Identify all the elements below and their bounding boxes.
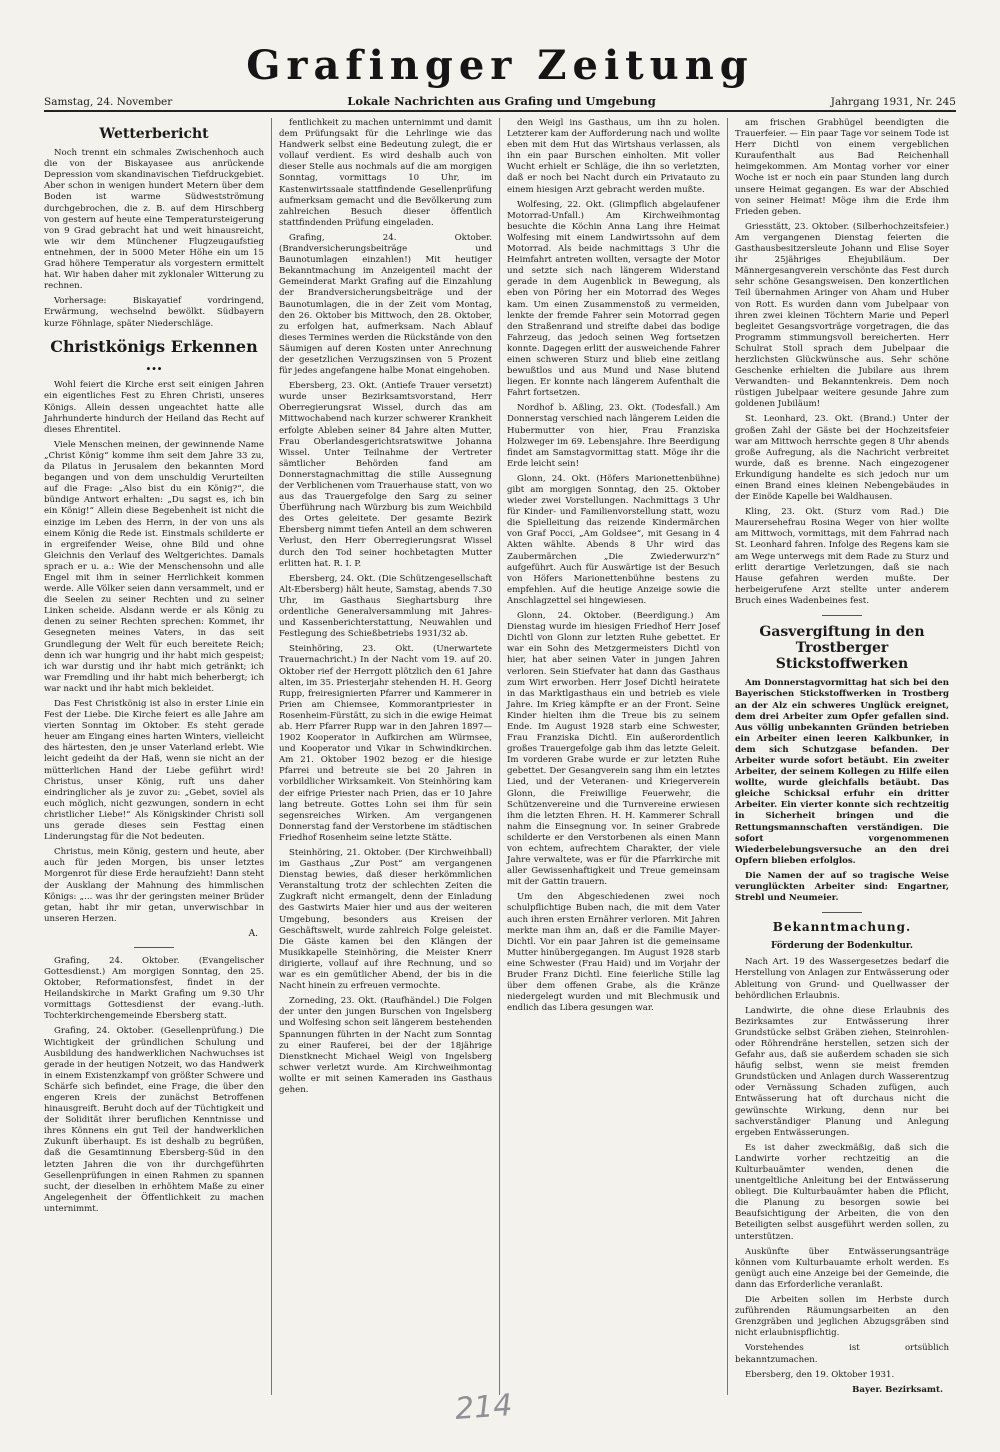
handwritten-page-number: 214: [453, 1388, 514, 1427]
news-item: Ebersberg, 23. Okt. (Antiefe Trauer versetzt) wurde unser Bezirksamtsvorstand, Herr Oberregierungsrat Wissel, durch das am Mittwochabend nach kurzer schwerer Krankheit erfolgte Ableben seiner 84 Jahre alten Mutter, Frau Oberlandesgerichtsratswitwe Johanna Wissel. Unter Teilnahme der Vertreter sämtlicher Behörden fand am Donnerstagnachmittag die stille Aussegnung der Verblichenen vom Trauerhause statt, von wo aus das Trauergefolge den Sarg zu seiner Überführung nach Würzburg bis zum Weichbild des Ortes geleitete. Der gesamte Bezirk Ebersberg nimmt tiefen Anteil an dem schweren Verlust, den Herr Oberregierungsrat Wissel durch den Tod seiner hochbetagten Mutter erlitten hat. R. I. P.: [279, 381, 492, 569]
announcement-paragraph: Landwirte, die ohne diese Erlaubnis des Bezirksamtes zur Entwässerung ihrer Grundstücke selbst Gräben ziehen, Steinrohlen- oder Röhrendräne herstellen, setzen sich der Gefahr aus, daß sie außerdem schaden sie sich häufig selbst, wenn sie meist fremden Grundstücken und Anlagen durch Wasserentzug oder Vernässung Schaden zufügen, auch Entwässerung hat oft durchaus nicht die gewünschte Wirkung, denn nur bei sachverständiger Planung und Anlegung ergeben Entwässerungen.: [735, 1005, 949, 1138]
news-item: Nordhof b. Aßling, 23. Okt. (Todesfall.) Am Donnerstag verschied nach längerem Leiden die Hubermutter von hier, Frau Franziska Holzweger im 69. Lebensjahre. Ihre Beerdigung findet am Samstagvormittag statt. Möge ihr die Erde leicht sein!: [507, 403, 720, 469]
news-item: Grafing, 24. Oktober. (Brandversicherungsbeiträge und Baunotumlagen einzahlen!) Mit heutiger Bekanntmachung im Anzeigenteil macht der Gemeinderat Markt Grafing auf die Einzahlung der Brandversicherungsbeiträge und der Baunotumlagen, die in der Zeit vom Montag, den 26. Oktober bis Mittwoch, den 28. Oktober, zu erfolgen hat, aufmerksam. Nach Ablauf dieses Termines werden die Rückstände von den Säumigen auf deren Kosten unter Anrechnung der gesetzlichen Verzugszinsen von 5 Prozent für jedes angefangene halbe Monat eingehoben.: [279, 232, 492, 377]
masthead-info-bar: [44, 94, 956, 112]
news-item: Zorneding, 23. Okt. (Raufhändel.) Die Folgen der unter den jungen Burschen von Ingelsberg und Wolfesing schon seit längerem bestehenden Spannungen führten in der Nacht zum Sonntag zu einer Rauferei, bei der der 18jährige Dienstknecht Michael Weigl von Ingelsberg schwer verletzt wurde. Am Kirchweihmontag wollte er mit seinen Kameraden ins Gasthaus gehen.: [279, 996, 492, 1095]
news-item: am frischen Grabhügel beendigten die Trauerfeier. — Ein paar Tage vor seinem Tode ist Herr Dichtl von einem vergeblichen Kuraufenthalt aus Bad Reichenhall heimgekommen. Am Montag vorher vor einer Woche ist er noch ein paar Stunden lang durch unsere Heimat gegangen. Es war der Abschied von seiner Heimat! Möge ihm die Erde ihm Frieden geben.: [735, 118, 949, 217]
news-item: Grafing, 24. Oktober. (Gesellenprüfung.) Die Wichtigkeit der gründlichen Schulung und Ausbildung des handwerklichen Nachwuchses ist gerade in der heutigen Notzeit, wo das Handwerk in einem Existenzkampf von größter Schwere und Schärfe sich befindet, eine Frage, die über den engeren Kreis der zunächst Betroffenen hinausgreift. Beruht doch auf der Tüchtigkeit und der Solidität ihrer beruflichen Kenntnisse und ihres Könnens ein gut Teil der handwerklichen Zukunft überhaupt. Es ist deshalb zu begrüßen, daß die Gesamtinnung Ebersberg-Süd in den letzten Jahren die von ihr durchgeführten Gesellenprüfungen in einen Rahmen zu spannen sucht, der dieselben in erhöhtem Maße zu einer Angelegenheit der Öffentlichkeit zu machen unternimmt.: [44, 1026, 264, 1214]
christkoenig-paragraph: Wohl feiert die Kirche erst seit einigen Jahren ein eigentliches Fest zu Ehren Christi, unseres Königs. Allein dessen ungeachtet hatte alle Jahrhunderte hindurch der Heiland das Recht auf dieses Ehrentitel.: [44, 380, 264, 435]
announcement-headline: Bekanntmachung.: [772, 920, 912, 935]
issue-volume: Jahrgang 1931, Nr. 245: [830, 96, 956, 108]
christkoenig-paragraph: Viele Menschen meinen, der gewinnende Name „Christ König“ komme ihm seit dem Jahre 33 zu, da Pilatus in Jerusalem den bekannten Mord begangen und von dem unschuldig Verurteilten auf die Frage: „Also bist du ein König?“, die bündige Antwort erhalten: „Du sagst es, ich bin ein König!“ Allein diese Begebenheit ist nicht die einzige im Leben des Herrn, in der von uns als einem König die Rede ist. Einstmals schilderte er in ergreifender Weise, ohne Bild und ohne Gleichnis den Verlauf des Weltgerichtes. Damals sprach er u. a.: Wie der Menschensohn und alle Engel mit ihm in seiner Herrlichkeit kommen werde. Alle Völker seien dann versammelt, und er die Seelen zu seiner Rechten und zu seiner Linken scheide. Alsdann werde er als König zu denen zu seiner Rechten sprechen: Kommet, ihr Gesegneten meines Vaters, in das seit Grundlegung der Welt für euch bereitete Reich; denn ich war hungrig und ihr habt mich gespeist; ich war durstig und ihr habt mich getränkt; ich war Fremdling und ihr habt mich beherbergt; ich war nackt und ihr habt mich bekleidet.: [44, 439, 264, 694]
gas-poisoning-headline: Gasvergiftung in den Trostberger Stickstoffwerken: [759, 624, 925, 673]
news-item: Steinhöring, 23. Okt. (Unerwartete Trauernachricht.) In der Nacht vom 19. auf 20. Oktober rief der Herrgott plötzlich den 61 Jahre alten, im 35. Priesterjahr stehenden H. H. Georg Rupp, freiresignierten Pfarrer und Kammerer in Prien am Chiemsee, Kommorantpriester in Rosenheim-Fürstätt, zu sich in die ewige Heimat ab. Herr Pfarrer Rupp war in den Jahren 1897—1902 Kooperator in Aufkirchen am Würmsee, und Kooperator und Vikar in Schwindkirchen. Am 21. Oktober 1902 bezog er die hiesige Pfarrei und betreute sie bei 20 Jahren in vorbildlicher Wirksamkeit. Von Steinhöring kam der eifrige Priester nach Prien, das er 10 Jahre lang betreute. Gottes Lohn sei ihm für sein segensreiches Wirken. Am vergangenen Donnerstag fand der Verstorbene im städtischen Friedhof Rosenheim seine letzte Stätte.: [279, 644, 492, 843]
news-item: fentlichkeit zu machen unternimmt und damit dem Prüfungsakt für die Lehrlinge wie das Handwerk selbst eine Bedeutung zulegt, die er vollauf verdient. Es wird deshalb auch von dieser Stelle aus nochmals auf die am morgigen Sonntag, vormittags 10 Uhr, im Kastenwirtssaale stattfindende Gesellenprüfung aufmerksam gemacht und die Bevölkerung zum zahlreichen Besuch dieser öffentlich stattfindenden Prüfung eingeladen.: [279, 118, 492, 228]
news-item: Um den Abgeschiedenen zwei noch schulpflichtige Buben nach, die mit dem Vater auch ihren ersten Ernährer verloren. Mit Jahren merkte man ihm an, daß er die Familie Mayer-Dichtl. Vor ein paar Jahren ist die gemeinsame Mutter hinübergegangen. Im August 1928 starb eine Schwester (Frau Haid) und im Vorjahr der Bruder Franz Dichtl. Eine feierliche Stille lag über dem offenen Grabe, als die Kränze niedergelegt wurden und mit Blechmusik und endlich das Libera gesungen war.: [507, 892, 720, 1014]
announcement-subheadline: Förderung der Bodenkultur.: [771, 940, 913, 951]
news-item: Griesstätt, 23. Oktober. (Silberhochzeitsfeier.) Am vergangenen Dienstag feierten die Gasthausbesitzersleute Johann und Elise Soyer ihr 25jähriges Ehejubiläum. Der Männergesangverein verschönte das Fest durch sehr schöne Gesangsweisen. Den konzertlichen Teil übernahmen Aringer von Aham und Huber von Rott. Es wurden dann vom Jubelpaar von ihren zwei kleinen Töchtern Marie und Peperl begleitet Gesangsvorträge vorgetragen, die das Programm stimmungsvoll bereicherten. Herr Schulrat Stoll sprach dem Jubelpaar die herzlichsten Glückwünsche aus. Sehr schöne Geschenke erhielten die Jubilare aus ihrem Verwandten- und Bekanntenkreis. Dem noch rüstigen Jubelpaar weitere gesunde Jahre zum goldenen Jubiläum!: [735, 221, 949, 410]
announcement-paragraph: Nach Art. 19 des Wassergesetzes bedarf die Herstellung von Anlagen zur Entwässerung oder Ableitung von Grund- und Quellwasser der behördlichen Erlaubnis.: [735, 957, 949, 1001]
gas-poisoning-names: Die Namen der auf so tragische Weise verunglückten Arbeiter sind: Engartner, Strebl und Neumeier.: [735, 870, 949, 904]
issue-date: Samstag, 24. November: [44, 96, 173, 108]
news-item: Glonn, 24. Oktober. (Beerdigung.) Am Dienstag wurde im hiesigen Friedhof Herr Josef Dichtl von Glonn zur letzten Ruhe gebettet. Er war ein Sohn des Metzgermeisters Dichtl von hier, hat aber seinen Vater in jungen Jahren verloren. Sein Stiefvater hat dann das Gasthaus zum Wirt erworben. Herr Josef Dichtl heiratete in das Marktlgasthaus ein und betrieb es viele Jahre. Im Krieg kämpfte er an der Front. Seine Kinder hielten ihm die Treue bis zu seinem Ende. Im August 1928 starb eine Schwester, Frau Franziska Dichtl. Ein außerordentlich großes Trauergefolge gab ihm das letzte Geleit. Im vorderen Grabe wurde er zur letzten Ruhe gebettet. Der Gesangverein sang ihm ein letztes Lied, und der Veteranen- und Kriegerverein Glonn, die Freiwillige Feuerwehr, die Schützenvereine und die Turnvereine erwiesen ihm die letzten Ehren. H. H. Kammerer Schrall nahm die Einsegnung vor. In seiner Grabrede schilderte er den Verstorbenen als einen Mann von echtem, aufrechtem Charakter, der viele Jahre verwaltete, was er für die Pfarrkirche mit aller Gewissenhaftigkeit und Treue gemeinsam mit der Gattin trauern.: [507, 611, 720, 888]
column-2: [272, 118, 500, 1395]
announcement-paragraph: Vorstehendes ist ortsüblich bekanntzumachen.: [735, 1343, 949, 1365]
newspaper-title: Grafinger Zeitung: [246, 42, 754, 89]
weather-headline: Wetterbericht: [99, 126, 209, 142]
christkoenig-headline: Christkönigs Erkennen ...: [50, 336, 258, 374]
column-1: [44, 118, 272, 1395]
news-item: Grafing, 24. Oktober. (Evangelischer Gottesdienst.) Am morgigen Sonntag, den 25. Oktober, Reformationsfest, findet in der Heilandskirche in Markt Grafing um 9.30 Uhr vormittags Gottesdienst der evang.-luth. Tochterkirchengemeinde Ebersberg statt.: [44, 955, 264, 1022]
column-4: [728, 118, 956, 1395]
column-3: [500, 118, 728, 1395]
newspaper-subtitle: Lokale Nachrichten aus Grafing und Umgebung: [347, 94, 656, 108]
announcement-paragraph: Es ist daher zweckmäßig, daß sich die Landwirte vorher rechtzeitig an die Kulturbauämter wenden, denen die unentgeltliche Anleitung bei der Entwässerung obliegt. Die Kulturbauämter haben die Pflicht, die Planung zu besorgen sowie bei Beaufsichtigung der Arbeiten, die von den Beteiligten selbst ausgeführt werden sollen, zu unterstützen.: [735, 1142, 949, 1242]
news-item: St. Leonhard, 23. Okt. (Brand.) Unter der großen Zahl der Gäste bei der Hochzeitsfeier war am Mittwoch herrschte gegen 8 Uhr abends große Aufregung, als die Nachricht verbreitet wurde, daß es brenne. Nach eingezogener Erkundigung handelte es sich jedoch nur um einen Brand eines kleinen Nebengebäudes in der Einöde Kapelle bei Waldhausen.: [735, 414, 949, 503]
article-signature: A.: [248, 928, 258, 939]
weather-forecast: Vorhersage: Biskayatief vordringend, Erwärmung, wechselnd bewölkt. Südbayern kurze Föhnlage, später Niederschläge.: [44, 296, 264, 329]
news-item: den Weigl ins Gasthaus, um ihn zu holen. Letzterer kam der Aufforderung nach und wollte eben mit dem Hut das Wirtshaus verlassen, als ihn ein paar Burschen einholten. Mit voller Wucht erhielt er Schläge, die ihn so verletzten, daß er noch bei Nacht durch ein Privatauto zu einem hiesigen Arzt gebracht werden mußte.: [507, 118, 720, 195]
christkoenig-paragraph: Das Fest Christkönig ist also in erster Linie ein Fest der Liebe. Die Kirche feiert es alle Jahre am vierten Sonntag im Oktober. Es steht gerade heuer am Eingang eines harten Winters, vielleicht des härtesten, den je unser Vaterland erlebt. Wie leicht gedeiht da der Haß, wenn sie nicht an der mütterlichen Hand der Liebe geführt wird! Christus, unser König, ruft uns daher eindringlicher als je zuvor zu: „Gebet, soviel als euch möglich, nicht gezwungen, sondern in echt christlicher Liebe!“ Als Königskinder Christi soll uns gerade dieses sein Festtag einen Linderungstag für die Not bedeuten.: [44, 699, 264, 843]
news-item: Steinhöring, 21. Oktober. (Der Kirchweihball) im Gasthaus „Zur Post“ am vergangenen Dienstag bewies, daß dieser herkömmlichen Veranstaltung trotz der schlechten Zeiten die Zugkraft nicht ermangelt, denn der Einladung des Gastwirts Maier hier und aus der weiteren Umgebung, besonders aus Kreisen der Geschäftswelt, wurde zahlreich Folge geleistet. Die Gäste kamen bei den Klängen der Musikkapelle Steinhöring, die Meister Knerr dirigierte, vollauf auf ihre Rechnung, und so war es ein gemütlicher Abend, der bis in die Nacht hinein zu erfreuen vermochte.: [279, 848, 492, 992]
weather-text: Noch trennt ein schmales Zwischenhoch auch die von der Biskayasee aus anrückende Depression vom skandinavischen Tiefdruckgebiet. Aber schon in wenigen hundert Metern über dem Boden ist warme Südwestströmung durchgebrochen, die z. B. auf dem Hirschberg von gestern auf heute eine Temperatursteigerung von 9 Grad gebracht hat und weit hinausreicht, wie wir dem Münchener Flugzeugaufstieg entnehmen, der in 5000 Meter Höhe ein um 15 Grad höhere Temperatur als vorgestern ermittelt hat. Wir haben daher mit zyklonaler Witterung zu rechnen.: [44, 148, 264, 292]
article-columns: [44, 118, 956, 1395]
news-item: Ebersberg, 24. Okt. (Die Schützengesellschaft Alt-Ebersberg) hält heute, Samstag, abends 7.30 Uhr, im Gasthaus Sieghartsburg ihre ordentliche Generalversammlung mit Jahres- und Kassenberichterstattung, Neuwahlen und Festlegung des Schießbetriebs 1931/32 ab.: [279, 573, 492, 640]
news-item: Wolfesing, 22. Okt. (Glimpflich abgelaufener Motorrad-Unfall.) Am Kirchweihmontag besuchte die Köchin Anna Lang ihre Heimat Wolfesing mit einem Landwirtssohn auf dem Motorrad. Als beide nachmittags 3 Uhr die Heimfahrt antreten wollten, versagte der Motor und setzte sich nach längerem Widerstand gerade in dem Augenblick in Bewegung, als eben von Pöring her ein Motorrad des Weges kam. Um einen Zusammenstoß zu vermeiden, lenkte der fremde Fahrer sein Motorrad gegen den Straßenrand und streifte dabei das bodige Fahrzeug, das jedoch seinen Weg fortsetzen konnte. Dagegen erlitt der ausweichende Fahrer einen schweren Sturz und blieb eine zeitlang bewußtlos und aus Mund und Nase blutend liegen. Er konnte nach längerem Aufenthalt die Fahrt fortsetzen.: [507, 199, 720, 399]
christkoenig-paragraph: Christus, mein König, gestern und heute, aber auch für jeden Morgen, bis unser letztes Morgenrot für diese Erde heraufzieht! Dann steht der Ausklang der Mahnung des himmlischen Königs: „... was ihr der geringsten meiner Brüder getan, habt ihr mir getan, unverwischbar in unseren Herzen.: [44, 847, 264, 924]
masthead: [44, 40, 956, 112]
gas-poisoning-text: Am Donnerstagvormittag hat sich bei den Bayerischen Stickstoffwerken in Trostberg an der Alz ein schweres Unglück ereignet, dem drei Arbeiter zum Opfer gefallen sind. Aus völlig unbekannten Gründen betrieben ein Arbeiter einen leeren Kalkbunker, in dem sich Schutzgase befanden. Der Arbeiter wurde sofort betäubt. Ein zweiter Arbeiter, der seinem Kollegen zu Hilfe eilen wollte, wurde gleichfalls betäubt. Das gleiche Schicksal erfuhr ein dritter Arbeiter. Ein vierter konnte sich rechtzeitig in Sicherheit bringen und die Rettungsmannschaften verständigen. Die sofort vorgenommenen Wiederbelebungsversuche an den drei Opfern blieben erfolglos.: [735, 678, 949, 866]
divider: [822, 912, 862, 913]
divider: [134, 947, 174, 948]
announcement-date: Ebersberg, den 19. Oktober 1931.: [745, 1369, 895, 1380]
announcement-authority: Bayer. Bezirksamt.: [852, 1384, 943, 1395]
news-item: Glonn, 24. Okt. (Höfers Marionettenbühne) gibt am morgigen Sonntag, den 25. Oktober wieder zwei Vorstellungen. Nachmittags 3 Uhr für Kinder- und Familienvorstellung statt, wozu die Spielleitung das reizende Kindermärchen von Graf Pocci, „Am Goldsee“, mit Gesang in 4 Akten wählte. Abends 8 Uhr wird das Zaubermärchen „Die Zwiederwurz'n“ aufgeführt. Auch für Auswärtige ist der Besuch von Höfers Marionettenbühne bestens zu empfehlen. Auf die heutige Anzeige sowie die Anschlagzettel sei hingewiesen.: [507, 473, 720, 606]
news-item: Kling, 23. Okt. (Sturz vom Rad.) Die Maurersehefrau Rosina Weger von hier wollte am Mittwoch, vormittags, mit dem Fahrrad nach St. Leonhard fahren. Infolge des Regens kam sie am Wege unterwegs mit dem Rade zu Sturz und erlitt derartige Verletzungen, daß sie nach Hause gefahren werden mußte. Der herbeigerufene Arzt stellte unter anderem Bruch eines Wadenbeines fest.: [735, 507, 949, 606]
divider: [822, 615, 862, 616]
announcement-paragraph: Die Arbeiten sollen im Herbste durch zuführenden Räumungsarbeiten an den Grenzgräben und jeglichen Abzugsgräben sind nicht erlaubnispflichtig.: [735, 1295, 949, 1339]
announcement-paragraph: Auskünfte über Entwässerungsanträge können vom Kulturbauamte erholt werden. Es genügt auch eine Anzeige bei der Gemeinde, die dann das Erforderliche veranlaßt.: [735, 1246, 949, 1290]
